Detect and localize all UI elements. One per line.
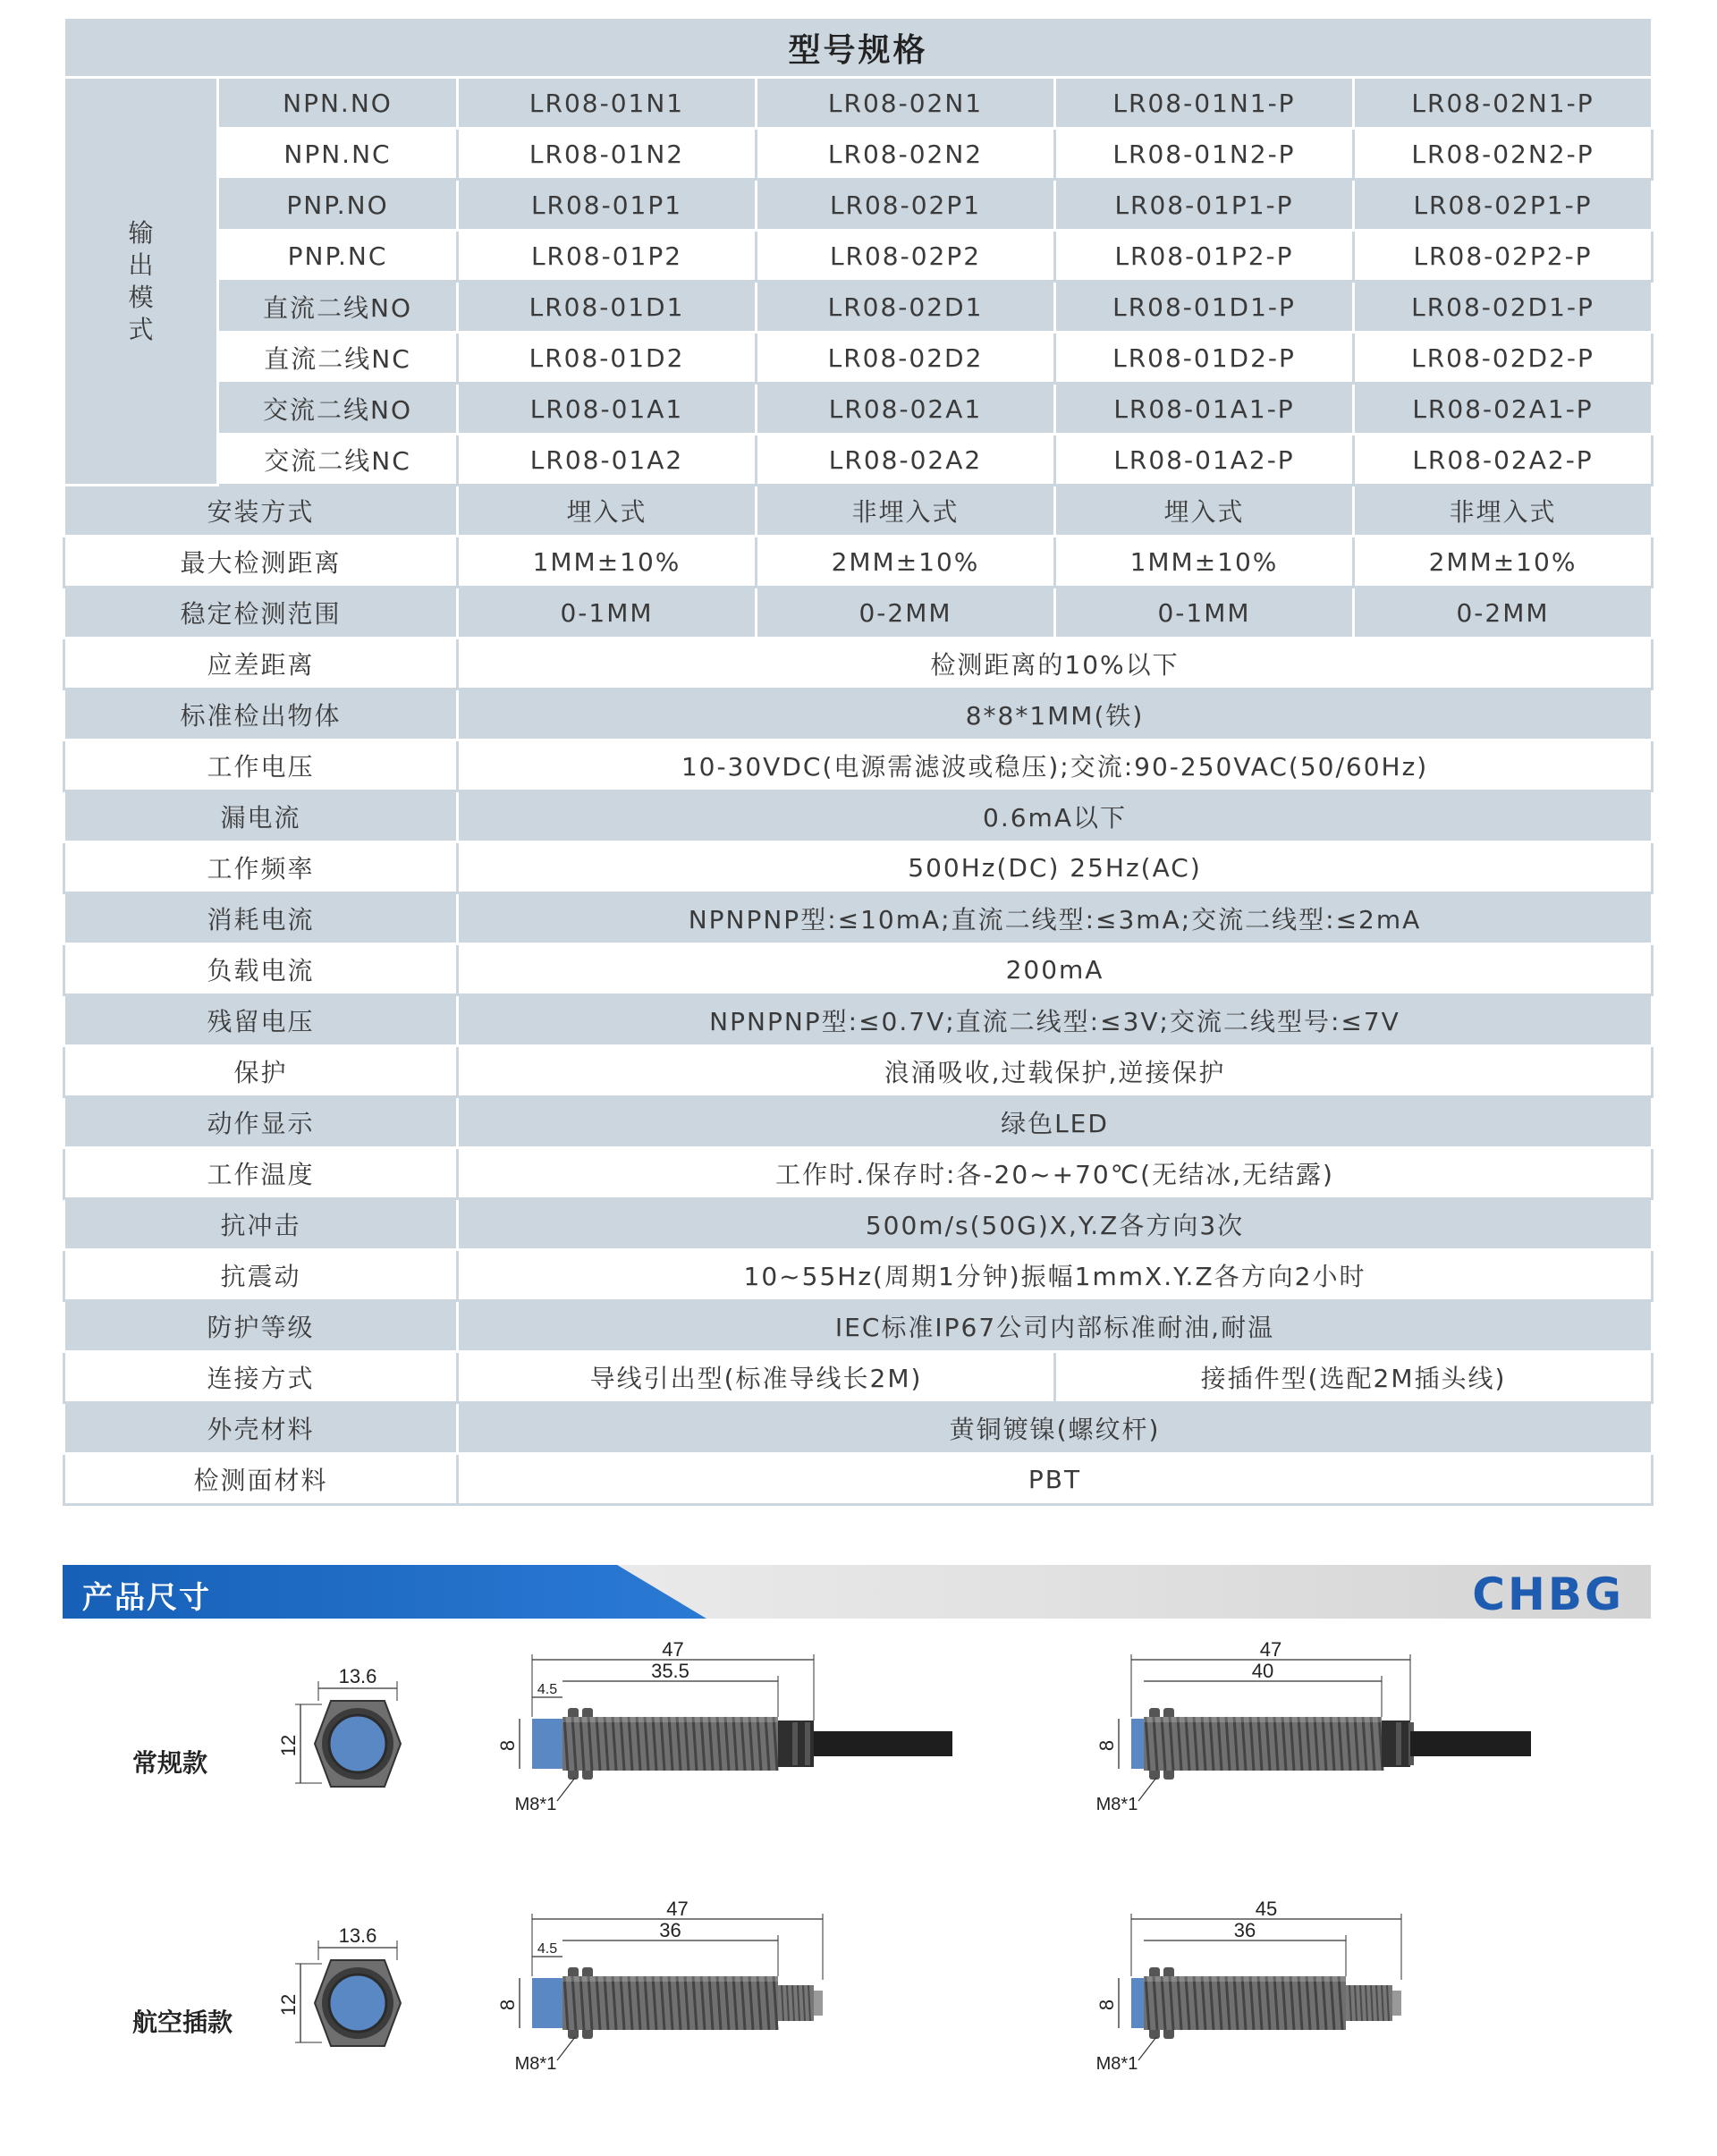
spec-label: 外壳材料 xyxy=(64,1403,458,1454)
model-number: LR08-01A2 xyxy=(458,435,757,486)
face-length-dimension: 4.5 xyxy=(537,1941,558,1957)
front-view-drawing xyxy=(277,1645,420,1828)
spec-label: 防护等级 xyxy=(64,1301,458,1352)
model-number: LR08-02D1 xyxy=(757,282,1055,333)
table-row xyxy=(64,18,1653,78)
table-row xyxy=(64,180,1653,231)
table-row xyxy=(64,435,1653,486)
table-row xyxy=(64,1199,1653,1250)
model-number: LR08-02N2-P xyxy=(1354,129,1653,180)
model-number: LR08-01A1-P xyxy=(1055,384,1354,435)
table-row xyxy=(64,1301,1653,1352)
front-height-dimension: 12 xyxy=(277,1993,300,2016)
spec-value: 接插件型(选配2M插头线) xyxy=(1055,1352,1653,1403)
diameter-dimension: 8 xyxy=(1095,1999,1118,2011)
table-row xyxy=(64,282,1653,333)
model-number: LR08-01A1 xyxy=(458,384,757,435)
spec-value: NPNPNP型:≤0.7V;直流二线型:≤3V;交流二线型号:≤7V xyxy=(458,995,1653,1046)
spec-value: 8*8*1MM(铁) xyxy=(458,689,1653,740)
spec-value: 非埋入式 xyxy=(757,486,1055,537)
dimensions-title: 产品尺寸 xyxy=(82,1580,211,1616)
spec-value: 工作时.保存时:各-20~+70℃(无结冰,无结露) xyxy=(458,1148,1653,1199)
diameter-dimension: 8 xyxy=(496,1999,519,2011)
model-number: LR08-01N2-P xyxy=(1055,129,1354,180)
thread-label: M8*1 xyxy=(514,1795,557,1814)
output-mode-name: NPN.NC xyxy=(218,129,458,180)
table-row xyxy=(64,1097,1653,1148)
table-row xyxy=(64,995,1653,1046)
front-view-drawing xyxy=(277,1905,420,2087)
spec-label: 工作电压 xyxy=(64,740,458,791)
model-number: LR08-01N1 xyxy=(458,78,757,129)
model-number: LR08-02A2-P xyxy=(1354,435,1653,486)
model-number: LR08-02D1-P xyxy=(1354,282,1653,333)
spec-label: 保护 xyxy=(64,1046,458,1097)
table-row xyxy=(64,78,1653,129)
spec-value: PBT xyxy=(458,1454,1653,1505)
body-length-dimension: 35.5 xyxy=(651,1660,689,1682)
spec-label: 负载电流 xyxy=(64,944,458,995)
model-number: LR08-02N1-P xyxy=(1354,78,1653,129)
table-row xyxy=(64,333,1653,384)
front-width-dimension: 13.6 xyxy=(338,1924,377,1947)
spec-value: IEC标准IP67公司内部标准耐油,耐温 xyxy=(458,1301,1653,1352)
spec-label: 安装方式 xyxy=(64,486,458,537)
model-number: LR08-01P1-P xyxy=(1055,180,1354,231)
table-row xyxy=(64,791,1653,842)
row-label: 常规款 xyxy=(132,1748,208,1778)
table-row xyxy=(64,129,1653,180)
table-row xyxy=(64,537,1653,588)
model-number: LR08-02N2 xyxy=(757,129,1055,180)
spec-value: 导线引出型(标准导线长2M) xyxy=(458,1352,1055,1403)
face-length-dimension: 4.5 xyxy=(537,1682,558,1697)
output-mode-name: PNP.NC xyxy=(218,231,458,282)
model-number: LR08-02A2 xyxy=(757,435,1055,486)
spec-label: 漏电流 xyxy=(64,791,458,842)
spec-value: 500Hz(DC) 25Hz(AC) xyxy=(458,842,1653,893)
table-row xyxy=(64,486,1653,537)
model-number: LR08-01N1-P xyxy=(1055,78,1354,129)
spec-label: 残留电压 xyxy=(64,995,458,1046)
spec-value: 0-2MM xyxy=(1354,588,1653,638)
table-row xyxy=(64,689,1653,740)
spec-value: 0-1MM xyxy=(1055,588,1354,638)
spec-value: 黄铜镀镍(螺纹杆) xyxy=(458,1403,1653,1454)
thread-label: M8*1 xyxy=(514,2054,557,2074)
front-view xyxy=(277,1924,401,2046)
side-view-b-drawing xyxy=(1078,1898,1561,2087)
total-length-dimension: 45 xyxy=(1255,1898,1278,1920)
row-label: 航空插款 xyxy=(132,2008,233,2037)
thread-label: M8*1 xyxy=(1095,1795,1138,1814)
spec-value: 埋入式 xyxy=(1055,486,1354,537)
spec-table xyxy=(63,16,1654,1506)
body-length-dimension: 40 xyxy=(1251,1660,1274,1682)
table-title: 型号规格 xyxy=(64,18,1653,78)
spec-label: 应差距离 xyxy=(64,638,458,689)
spec-value: 2MM±10% xyxy=(1354,537,1653,588)
spec-value: 0-1MM xyxy=(458,588,757,638)
table-row xyxy=(64,1148,1653,1199)
model-number: LR08-01D2-P xyxy=(1055,333,1354,384)
side-view xyxy=(496,1898,823,2074)
spec-value: 浪涌吸收,过载保护,逆接保护 xyxy=(458,1046,1653,1097)
output-mode-name: 直流二线NC xyxy=(218,333,458,384)
model-number: LR08-02P1 xyxy=(757,180,1055,231)
table-row xyxy=(64,740,1653,791)
spec-label: 工作温度 xyxy=(64,1148,458,1199)
spec-label: 连接方式 xyxy=(64,1352,458,1403)
table-row xyxy=(64,893,1653,944)
spec-label: 稳定检测范围 xyxy=(64,588,458,638)
spec-label: 最大检测距离 xyxy=(64,537,458,588)
body-length-dimension: 36 xyxy=(1233,1919,1256,1941)
spec-value: 500m/s(50G)X,Y.Z各方向3次 xyxy=(458,1199,1653,1250)
model-number: LR08-02A1 xyxy=(757,384,1055,435)
diameter-dimension: 8 xyxy=(1095,1739,1118,1752)
side-view xyxy=(1095,1638,1531,1814)
output-mode-name: 交流二线NC xyxy=(218,435,458,486)
model-number: LR08-02P1-P xyxy=(1354,180,1653,231)
model-number: LR08-01A2-P xyxy=(1055,435,1354,486)
model-number: LR08-01N2 xyxy=(458,129,757,180)
spec-label: 消耗电流 xyxy=(64,893,458,944)
model-number: LR08-02P2 xyxy=(757,231,1055,282)
spec-label: 抗冲击 xyxy=(64,1199,458,1250)
dimensions-header xyxy=(63,1565,1651,1619)
table-row xyxy=(64,1403,1653,1454)
model-number: LR08-01D1-P xyxy=(1055,282,1354,333)
total-length-dimension: 47 xyxy=(666,1898,689,1920)
side-view-a-drawing xyxy=(483,1638,984,1828)
spec-value: 2MM±10% xyxy=(757,537,1055,588)
output-mode-name: PNP.NO xyxy=(218,180,458,231)
table-row xyxy=(64,638,1653,689)
spec-value: 1MM±10% xyxy=(1055,537,1354,588)
spec-value: 0-2MM xyxy=(757,588,1055,638)
model-number: LR08-02A1-P xyxy=(1354,384,1653,435)
spec-value: 检测距离的10%以下 xyxy=(458,638,1653,689)
thread-label: M8*1 xyxy=(1095,2054,1138,2074)
side-view-b-drawing xyxy=(1078,1638,1561,1828)
table-row xyxy=(64,944,1653,995)
front-view xyxy=(277,1665,401,1787)
table-row xyxy=(64,1250,1653,1301)
front-width-dimension: 13.6 xyxy=(338,1665,377,1687)
brand-logo: CHBG xyxy=(1472,1568,1624,1620)
model-number: LR08-02D2 xyxy=(757,333,1055,384)
spec-value: 埋入式 xyxy=(458,486,757,537)
total-length-dimension: 47 xyxy=(1259,1638,1282,1661)
model-number: LR08-01P2 xyxy=(458,231,757,282)
body-length-dimension: 36 xyxy=(659,1919,681,1941)
output-mode-label xyxy=(64,78,218,486)
model-number: LR08-02P2-P xyxy=(1354,231,1653,282)
spec-value: 200mA xyxy=(458,944,1653,995)
side-view xyxy=(496,1638,952,1814)
table-row xyxy=(64,588,1653,638)
spec-value: 10-30VDC(电源需滤波或稳压);交流:90-250VAC(50/60Hz) xyxy=(458,740,1653,791)
spec-label: 抗震动 xyxy=(64,1250,458,1301)
total-length-dimension: 47 xyxy=(662,1638,684,1661)
table-row xyxy=(64,1454,1653,1505)
model-number: LR08-01P1 xyxy=(458,180,757,231)
table-row xyxy=(64,231,1653,282)
spec-label: 工作频率 xyxy=(64,842,458,893)
spec-label: 检测面材料 xyxy=(64,1454,458,1505)
output-mode-name: 直流二线NO xyxy=(218,282,458,333)
spec-value: 0.6mA以下 xyxy=(458,791,1653,842)
model-number: LR08-02N1 xyxy=(757,78,1055,129)
model-number: LR08-01P2-P xyxy=(1055,231,1354,282)
table-row xyxy=(64,384,1653,435)
spec-value: 非埋入式 xyxy=(1354,486,1653,537)
table-row xyxy=(64,1046,1653,1097)
spec-value: 10~55Hz(周期1分钟)振幅1mmX.Y.Z各方向2小时 xyxy=(458,1250,1653,1301)
output-mode-name: 交流二线NO xyxy=(218,384,458,435)
model-number: LR08-01D1 xyxy=(458,282,757,333)
spec-value: NPNPNP型:≤10mA;直流二线型:≤3mA;交流二线型:≤2mA xyxy=(458,893,1653,944)
table-row xyxy=(64,1352,1653,1403)
spec-label: 动作显示 xyxy=(64,1097,458,1148)
spec-value: 1MM±10% xyxy=(458,537,757,588)
side-view-a-drawing xyxy=(483,1898,984,2087)
model-number: LR08-02D2-P xyxy=(1354,333,1653,384)
diameter-dimension: 8 xyxy=(496,1739,519,1752)
spec-label: 标准检出物体 xyxy=(64,689,458,740)
model-number: LR08-01D2 xyxy=(458,333,757,384)
table-row xyxy=(64,842,1653,893)
front-height-dimension: 12 xyxy=(277,1734,300,1757)
side-view xyxy=(1095,1898,1401,2074)
output-mode-text: 输出模式 xyxy=(128,217,154,344)
spec-value: 绿色LED xyxy=(458,1097,1653,1148)
output-mode-name: NPN.NO xyxy=(218,78,458,129)
